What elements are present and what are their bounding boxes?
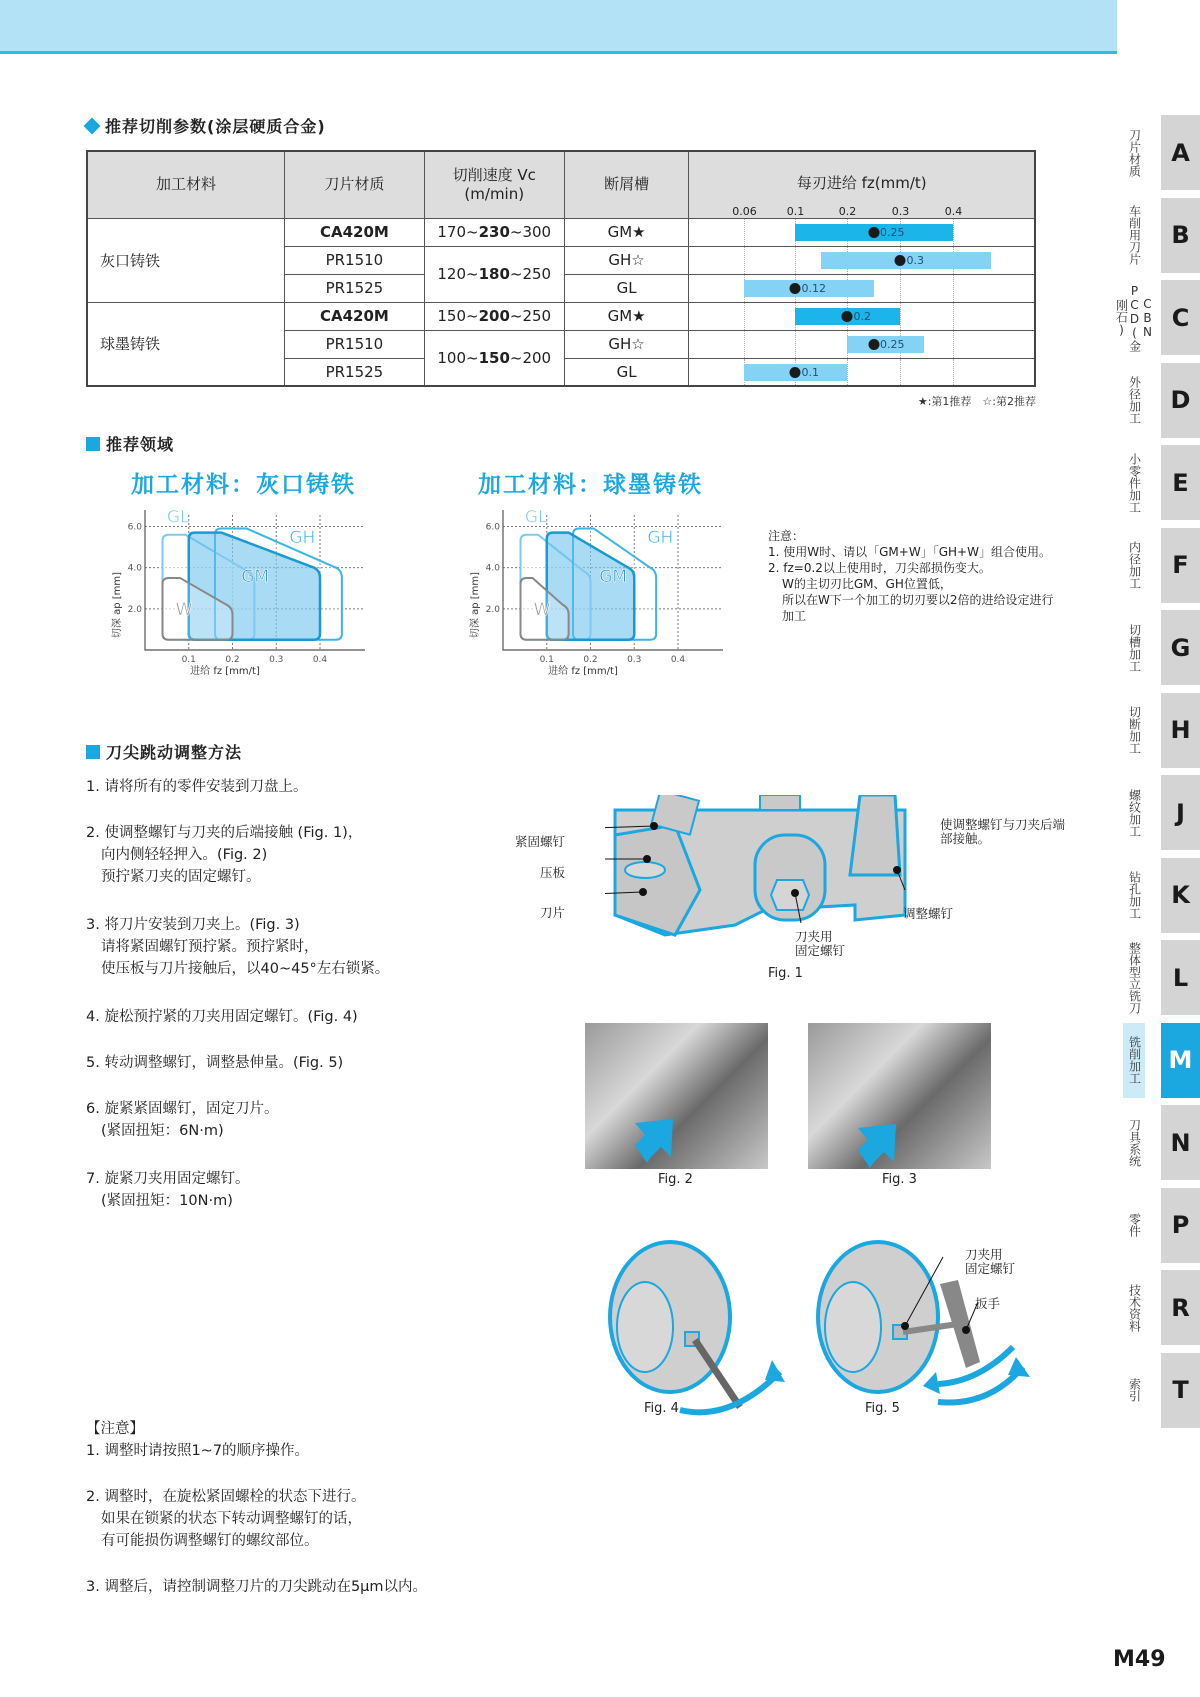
svg-text:切深 ap [mm]: 切深 ap [mm] xyxy=(470,571,481,639)
sidebar-tab-label-p[interactable]: 零件 xyxy=(1127,1213,1142,1237)
chipbreaker-cell: GL xyxy=(564,358,689,386)
sidebar-tab-letter: F xyxy=(1161,528,1200,603)
sidebar-tab-label-k[interactable]: 钻孔加工 xyxy=(1127,871,1142,919)
sidebar-tab-label-b[interactable]: 车削用刀片 xyxy=(1127,205,1142,265)
sidebar-tab-letter: G xyxy=(1161,610,1200,685)
svg-text:6.0: 6.0 xyxy=(127,522,142,533)
svg-text:GH: GH xyxy=(289,527,316,548)
sidebar-tab-letter: M xyxy=(1161,1023,1200,1098)
sidebar-tab-t[interactable] xyxy=(1148,1353,1200,1428)
header-breaker: 断屑槽 xyxy=(564,151,689,218)
fig1-diagram xyxy=(605,795,925,944)
grade-cell: CA420M xyxy=(285,302,425,330)
page-number: M49 xyxy=(1113,1647,1166,1672)
callout-adjust-screw: 调整螺钉 xyxy=(903,906,954,921)
svg-text:GL: GL xyxy=(166,507,190,528)
sidebar-tab-letter: E xyxy=(1161,445,1200,520)
chipbreaker-cell: GM★ xyxy=(564,302,689,330)
grade-cell: CA420M xyxy=(285,218,425,246)
step-line: 6. 旋紧紧固螺钉，固定刀片。 xyxy=(86,1101,279,1117)
sidebar-tab-a[interactable] xyxy=(1148,115,1200,190)
sidebar-tab-label-f[interactable]: 内径加工 xyxy=(1127,541,1142,589)
sidebar-tab-letter: C xyxy=(1161,280,1200,355)
sidebar-tab-h[interactable] xyxy=(1148,693,1200,768)
sidebar-tab-label-t[interactable]: 索引 xyxy=(1127,1378,1142,1402)
sidebar-tab-n[interactable] xyxy=(1148,1105,1200,1180)
material-cell: 灰口铸铁 xyxy=(87,218,285,302)
section-title-region: 推荐领域 xyxy=(86,432,174,455)
svg-text:切深 ap [mm]: 切深 ap [mm] xyxy=(112,571,123,639)
sidebar-tab-label-r[interactable]: 技术资料 xyxy=(1127,1283,1142,1332)
region-chart-gray-iron xyxy=(110,507,360,677)
step-line: 请将紧固螺钉预拧紧。预拧紧时， xyxy=(101,939,319,955)
sidebar-tab-letter: H xyxy=(1161,693,1200,768)
fz-tick-label: 0.2 xyxy=(838,204,857,218)
svg-text:0.4: 0.4 xyxy=(312,655,328,665)
fz-tick-label: 0.06 xyxy=(732,204,757,218)
sidebar-tab-c[interactable] xyxy=(1148,280,1200,355)
callout-adjust-note: 使调整螺钉与刀夹后端 部接触。 xyxy=(940,817,1066,846)
grade-cell: PR1525 xyxy=(285,274,425,302)
section-title-runout: 刀尖跳动调整方法 xyxy=(86,740,242,763)
feed-range-cell xyxy=(689,246,1035,274)
recommended-point-icon xyxy=(842,311,853,322)
fz-axis-ticks xyxy=(689,202,1034,216)
sidebar-tab-letter: D xyxy=(1161,363,1200,438)
feed-range-cell xyxy=(689,274,1035,302)
step-line: 4. 旋松预拧紧的刀夹用固定螺钉。(Fig. 4) xyxy=(86,1009,358,1025)
recommended-value-label: 0.2 xyxy=(853,309,871,323)
sidebar-tab-letter: B xyxy=(1161,198,1200,273)
cutting-speed-cell: 100~150~200 xyxy=(424,330,564,386)
recommended-point-icon xyxy=(868,227,879,238)
table-row xyxy=(87,302,1035,330)
sidebar-tab-label-a[interactable]: 刀片材质 xyxy=(1127,128,1142,177)
sidebar-tab-p[interactable] xyxy=(1148,1188,1200,1263)
cutting-speed-cell: 170~230~300 xyxy=(424,218,564,246)
region-chart-svg xyxy=(468,507,718,677)
step-line: 7. 旋紧刀夹用固定螺钉。 xyxy=(86,1171,250,1187)
sidebar-tab-letter: L xyxy=(1161,940,1200,1015)
svg-text:W: W xyxy=(533,600,551,620)
region-notes: 注意： 1. 使用W时、请以「GM+W」「GH+W」组合使用。 2. fz=0.2以上使用时，刀尖部损伤变大。 W的主切刃比GM、GH位置低， 所以在W下一个加工的切刃要以2倍的进给设定进行 加工 xyxy=(768,529,1054,623)
step-line: 5. 转动调整螺钉，调整悬伸量。(Fig. 5) xyxy=(86,1055,344,1071)
cutting-params-table xyxy=(86,150,1036,387)
fig3-label: Fig. 3 xyxy=(882,1172,917,1187)
sidebar-tab-label-h[interactable]: 切断加工 xyxy=(1127,706,1142,754)
recommended-value-label: 0.12 xyxy=(801,281,826,295)
recommended-point-icon xyxy=(790,367,801,378)
header-material: 加工材料 xyxy=(87,151,285,218)
square-bullet-icon xyxy=(86,437,100,451)
recommended-value-label: 0.25 xyxy=(879,337,905,351)
recommended-point-icon xyxy=(790,283,801,294)
sidebar-tab-m[interactable] xyxy=(1148,1023,1200,1098)
recommended-point-icon xyxy=(895,255,906,266)
table-header-row xyxy=(87,151,1035,218)
recommended-point-icon xyxy=(868,339,879,350)
step-line: (紧固扭矩：6N·m) xyxy=(101,1123,224,1139)
sidebar-tab-k[interactable] xyxy=(1148,858,1200,933)
svg-text:GH: GH xyxy=(647,527,674,548)
sidebar-tab-f[interactable] xyxy=(1148,528,1200,603)
chart-title-ductile-iron: 加工材料：球墨铸铁 xyxy=(478,472,703,498)
sidebar-tab-j[interactable] xyxy=(1148,775,1200,850)
step-line: 使压板与刀片接触后，以40~45°左右锁紧。 xyxy=(101,961,390,977)
callout-clamp-screw: 紧固螺钉 xyxy=(515,834,566,849)
feed-range-cell xyxy=(689,358,1035,386)
svg-text:进给 fz [mm/t]: 进给 fz [mm/t] xyxy=(548,666,618,677)
section-title-text: 推荐切削参数(涂层硬质合金) xyxy=(105,117,326,136)
diamond-bullet-icon xyxy=(84,117,101,134)
svg-text:GM: GM xyxy=(599,567,628,588)
sidebar-tab-g[interactable] xyxy=(1148,610,1200,685)
step-line: 向内侧轻轻押入。(Fig. 2) xyxy=(101,847,268,863)
region-chart-svg xyxy=(110,507,360,677)
fig1-label: Fig. 1 xyxy=(768,966,803,981)
step-line: 预拧紧刀夹的固定螺钉。 xyxy=(101,869,261,885)
svg-text:0.3: 0.3 xyxy=(269,655,284,665)
sidebar-tab-label-l[interactable]: 整体型立铣刀 xyxy=(1127,941,1142,1014)
sidebar-tab-letter: P xyxy=(1161,1188,1200,1263)
fz-tick-label: 0.3 xyxy=(891,204,910,218)
header-vc: 切削速度 Vc (m/min) xyxy=(424,151,564,218)
region-chart-ductile-iron xyxy=(468,507,718,677)
section-title-cutting-params xyxy=(82,114,326,137)
recommended-value-label: 0.1 xyxy=(801,365,819,379)
sidebar-tab-e[interactable] xyxy=(1148,445,1200,520)
fz-tick-label: 0.1 xyxy=(786,204,805,218)
feed-range-cell xyxy=(689,330,1035,358)
grade-cell: PR1525 xyxy=(285,358,425,386)
fig5-label: Fig. 5 xyxy=(865,1401,900,1416)
sidebar-tab-label-d[interactable]: 外径加工 xyxy=(1127,376,1142,424)
fig2-photo xyxy=(585,1023,768,1169)
fz-tick-label: 0.4 xyxy=(944,204,963,218)
svg-text:6.0: 6.0 xyxy=(485,522,500,533)
chart-title-gray-iron: 加工材料：灰口铸铁 xyxy=(131,472,356,498)
svg-text:0.3: 0.3 xyxy=(627,655,642,665)
svg-text:0.2: 0.2 xyxy=(225,655,240,665)
svg-text:进给 fz [mm/t]: 进给 fz [mm/t] xyxy=(190,666,260,677)
cutting-speed-cell: 150~200~250 xyxy=(424,302,564,330)
insert-holder-diagram-icon xyxy=(605,795,925,940)
callout-clamp-plate: 压板 xyxy=(540,865,566,880)
cutting-speed-cell: 120~180~250 xyxy=(424,246,564,302)
fig2-label: Fig. 2 xyxy=(658,1172,693,1187)
chipbreaker-cell: GL xyxy=(564,274,689,302)
callout-insert: 刀片 xyxy=(540,905,566,920)
header-fz: 每刃进给 fz(mm/t) 0.06 0.1 0.2 0.3 0.4 xyxy=(689,151,1035,218)
step-line: 3. 将刀片安装到刀夹上。(Fig. 3) xyxy=(86,917,300,933)
svg-text:0.4: 0.4 xyxy=(670,655,686,665)
svg-text:2.0: 2.0 xyxy=(127,604,142,615)
square-bullet-icon xyxy=(86,745,100,759)
svg-text:4.0: 4.0 xyxy=(127,563,142,574)
header-grade: 刀片材质 xyxy=(285,151,425,218)
recommendation-legend: ★:第1推荐 ☆:第2推荐 xyxy=(917,395,1036,408)
fig3-photo xyxy=(808,1023,991,1169)
fig4-diagram xyxy=(600,1232,790,1426)
sidebar-tab-letter: N xyxy=(1161,1105,1200,1180)
sidebar-tab-label-n[interactable]: 刀具系统 xyxy=(1127,1118,1142,1167)
svg-text:W: W xyxy=(175,600,193,620)
sidebar-tab-l[interactable] xyxy=(1148,940,1200,1015)
sidebar-tab-letter: K xyxy=(1161,858,1200,933)
sidebar-tab-label-c[interactable]: CBN PCD(金刚石) xyxy=(1114,283,1155,352)
chipbreaker-cell: GM★ xyxy=(564,218,689,246)
svg-text:0.1: 0.1 xyxy=(539,655,554,665)
sidebar-tab-b[interactable] xyxy=(1148,198,1200,273)
step-line: 2. 使调整螺钉与刀夹的后端接触 (Fig. 1)， xyxy=(86,825,363,841)
cutter-body-wrench-icon xyxy=(600,1232,790,1422)
svg-text:GM: GM xyxy=(241,567,270,588)
grade-cell: PR1510 xyxy=(285,246,425,274)
grade-cell: PR1510 xyxy=(285,330,425,358)
svg-text:2.0: 2.0 xyxy=(485,604,500,615)
sidebar-tab-label-j[interactable]: 螺纹加工 xyxy=(1127,788,1142,837)
recommended-value-label: 0.25 xyxy=(879,225,905,239)
sidebar-tab-letter: J xyxy=(1161,775,1200,850)
callout-holder-fix-screw: 刀夹用 固定螺钉 xyxy=(795,929,846,958)
step-line: (紧固扭矩：10N·m) xyxy=(101,1193,233,1209)
blue-arrow-icon xyxy=(808,1023,991,1169)
table-row xyxy=(87,218,1035,246)
sidebar-tab-d[interactable] xyxy=(1148,363,1200,438)
svg-text:0.1: 0.1 xyxy=(181,655,196,665)
sidebar-tab-label-e[interactable]: 小零件加工 xyxy=(1127,452,1142,513)
feed-range-cell xyxy=(689,218,1035,246)
callout-holder-fix-screw-fig5: 刀夹用 固定螺钉 xyxy=(965,1247,1016,1276)
callout-wrench: 扳手 xyxy=(975,1296,1001,1311)
recommended-value-label: 0.3 xyxy=(906,253,924,267)
sidebar-tab-letter: R xyxy=(1161,1270,1200,1345)
svg-text:GL: GL xyxy=(524,507,548,528)
chipbreaker-cell: GH☆ xyxy=(564,246,689,274)
step-line: 1. 请将所有的零件安装到刀盘上。 xyxy=(86,779,308,795)
material-cell: 球墨铸铁 xyxy=(87,302,285,386)
sidebar-tab-label-m[interactable]: 铣削加工 xyxy=(1123,1023,1145,1098)
sidebar-tab-letter: A xyxy=(1161,115,1200,190)
sidebar-tab-letter: T xyxy=(1161,1353,1200,1428)
feed-range-cell xyxy=(689,302,1035,330)
sidebar-tab-label-g[interactable]: 切槽加工 xyxy=(1127,623,1142,672)
svg-text:4.0: 4.0 xyxy=(485,563,500,574)
blue-arrow-icon xyxy=(585,1023,768,1169)
chipbreaker-cell: GH☆ xyxy=(564,330,689,358)
header-band xyxy=(0,0,1117,54)
fig4-label: Fig. 4 xyxy=(644,1401,679,1416)
svg-text:0.2: 0.2 xyxy=(583,655,598,665)
sidebar-tab-r[interactable] xyxy=(1148,1270,1200,1345)
